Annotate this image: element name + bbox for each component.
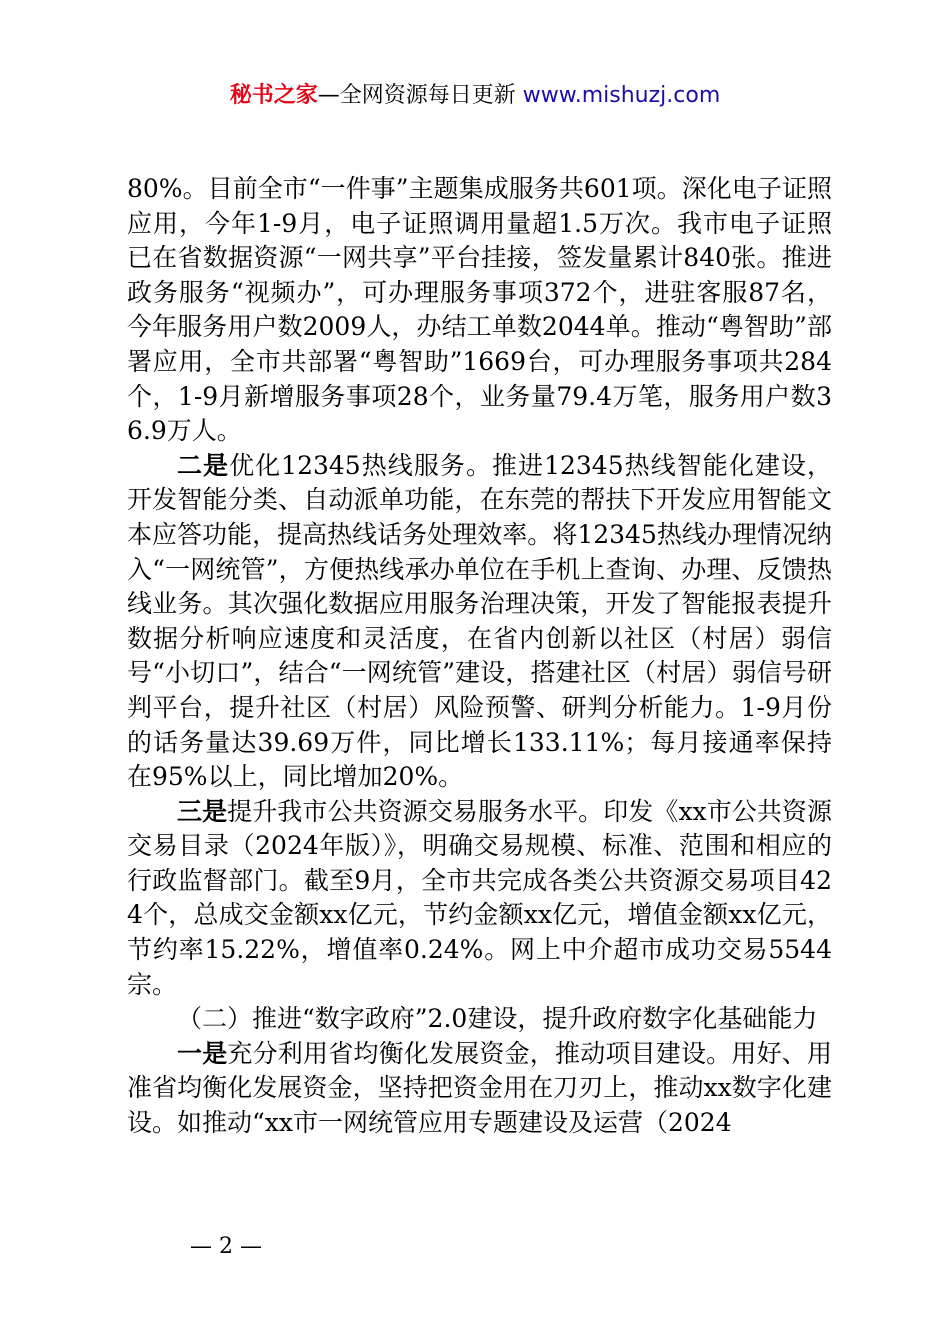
site-tagline: —全网资源每日更新 [317, 83, 516, 108]
page-number: — 2 — [190, 1234, 262, 1259]
paragraph-lead: 一是 [177, 1038, 228, 1068]
paragraph-public-resources [127, 795, 832, 1003]
paragraph-lead: 三是 [177, 796, 228, 826]
document-body [127, 172, 832, 1141]
site-header [0, 80, 950, 112]
site-brand: 秘书之家 [229, 83, 318, 108]
section-heading: （二）推进“数字政府”2.0建设，提升政府数字化基础能力 [177, 1004, 818, 1034]
paragraph-continued: 80%。目前全市“一件事”主题集成服务共601项。深化电子证照应用，今年1-9月，电子证照调用量超1.5万次。我市电子证照已在省数据资源“一网共享”平台挂接，签发量累计840张。推进政务服务“视频办”，可办理服务事项372个，进驻客服87名，今年服务用户数2009人，办结工单数2044单。推动“粤智助”部署应用，全市共部署“粤智助”1669台，可办理服务事项共284个，1-9月新增服务事项28个，业务量79.4万笔，服务用户数36.9万人。 [127, 174, 832, 446]
paragraph-text: 充分利用省均衡化发展资金，推动项目建设。用好、用准省均衡化发展资金，坚持把资金用在刀刃上，推动xx数字化建设。如推动“xx市一网统管应用专题建设及运营（2024 [127, 1038, 832, 1138]
paragraph-text: 优化12345热线服务。推进12345热线智能化建设，开发智能分类、自动派单功能，在东莞的帮扶下开发应用智能文本应答功能，提高热线话务处理效率。将12345热线办理情况纳入“一网统管”，方便热线承办单位在手机上查询、办理、反馈热线业务。其次强化数据应用服务治理决策，开发了智能报表提升数据分析响应速度和灵活度，在省内创新以社区（村居）弱信号“小切口”，结合“一网统管”建设，搭建社区（村居）弱信号研判平台，提升社区（村居）风险预警、研判分析能力。1-9月份的话务量达39.69万件，同比增长133.11%；每月接通率保持在95%以上，同比增加20%。 [127, 450, 832, 792]
paragraph-lead: 二是 [177, 450, 230, 480]
paragraph-text: 提升我市公共资源交易服务水平。印发《xx市公共资源交易目录（2024年版）》，明确交易规模、标准、范围和相应的行政监督部门。截至9月，全市共完成各类公共资源交易项目424个，总成交金额xx亿元，节约金额xx亿元，增值金额xx亿元，节约率15.22%，增值率0.24%。网上中介超市成功交易5544宗。 [127, 796, 832, 999]
site-url-link[interactable]: www.mishuzj.com [522, 83, 721, 108]
paragraph-hotline [127, 449, 832, 795]
paragraph-funding [127, 1037, 832, 1141]
